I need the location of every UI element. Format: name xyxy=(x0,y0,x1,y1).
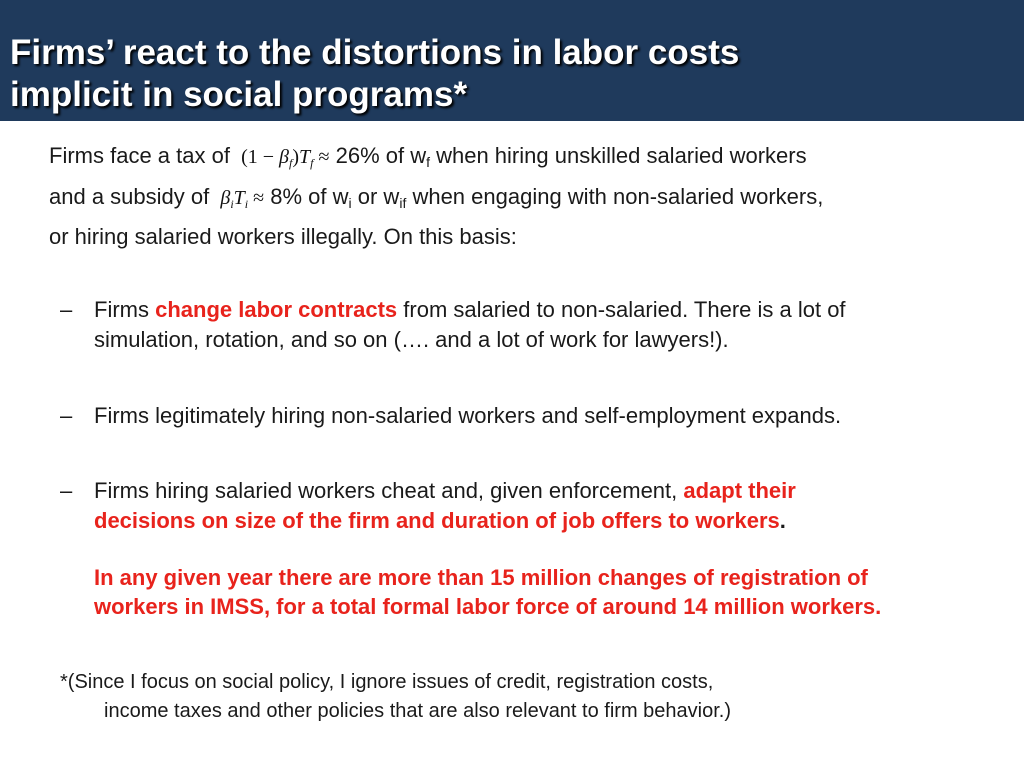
bullet-text: Firms hiring salaried workers cheat and, given enforcement, xyxy=(94,478,684,503)
tax-value: 26% of w xyxy=(335,143,427,168)
subsidy-value: 8% of w xyxy=(270,184,349,209)
bullet-3-line-2 xyxy=(94,507,786,535)
wage-subscript-if: if xyxy=(399,195,407,211)
intro-text: or w xyxy=(351,184,400,209)
footnote-line-1: *(Since I focus on social policy, I ignore issues of credit, registration costs, xyxy=(60,671,714,693)
bullet-1-line-1 xyxy=(94,296,846,324)
bullet-dash: – xyxy=(60,297,73,322)
bullet-3-line-1 xyxy=(94,477,796,505)
title-bar xyxy=(0,0,1024,121)
bullet-text: Firms xyxy=(94,297,156,322)
slide-title-line-1: Firms’ react to the distortions in labor costs xyxy=(10,33,740,72)
intro-text: and a subsidy of xyxy=(49,184,210,209)
highlight-text: adapt their xyxy=(683,478,796,503)
bullet-1-line-2: simulation, rotation, and so on (…. and a lot of work for lawyers!). xyxy=(94,327,729,352)
highlight-text: change labor contracts xyxy=(155,297,398,322)
bullet-text: from salaried to non-salaried. There is a lot of xyxy=(397,297,846,322)
intro-line-2 xyxy=(49,183,823,212)
intro-text: Firms face a tax of xyxy=(49,143,230,168)
intro-line-1 xyxy=(49,142,807,171)
wage-subscript-f: f xyxy=(426,154,430,170)
highlight-statement-line-2: workers in IMSS, for a total formal labor force of around 14 million workers. xyxy=(94,594,882,619)
intro-text: when hiring unskilled salaried workers xyxy=(429,143,807,168)
highlight-statement-line-1: In any given year there are more than 15 million changes of registration of xyxy=(94,565,868,590)
highlight-text: decisions on size of the firm and duration of job offers to workers xyxy=(94,508,780,533)
footnote-line-2: income taxes and other policies that are also relevant to firm behavior.) xyxy=(104,700,731,722)
bullet-dash: – xyxy=(60,403,73,428)
bullet-dash: – xyxy=(60,478,73,503)
intro-line-3: or hiring salaried workers illegally. On this basis: xyxy=(49,224,517,249)
bullet-period: . xyxy=(779,508,786,533)
subsidy-formula: $\beta_iT_i$ ≈ xyxy=(220,187,265,211)
bullet-2: Firms legitimately hiring non-salaried workers and self-employment expands. xyxy=(94,403,842,428)
slide-title-line-2: implicit in social programs* xyxy=(10,75,468,114)
tax-formula: $(1 - \beta_f)T_f$ ≈ xyxy=(236,146,330,170)
wage-subscript-i: i xyxy=(348,195,352,211)
intro-text: when engaging with non-salaried workers, xyxy=(406,184,824,209)
